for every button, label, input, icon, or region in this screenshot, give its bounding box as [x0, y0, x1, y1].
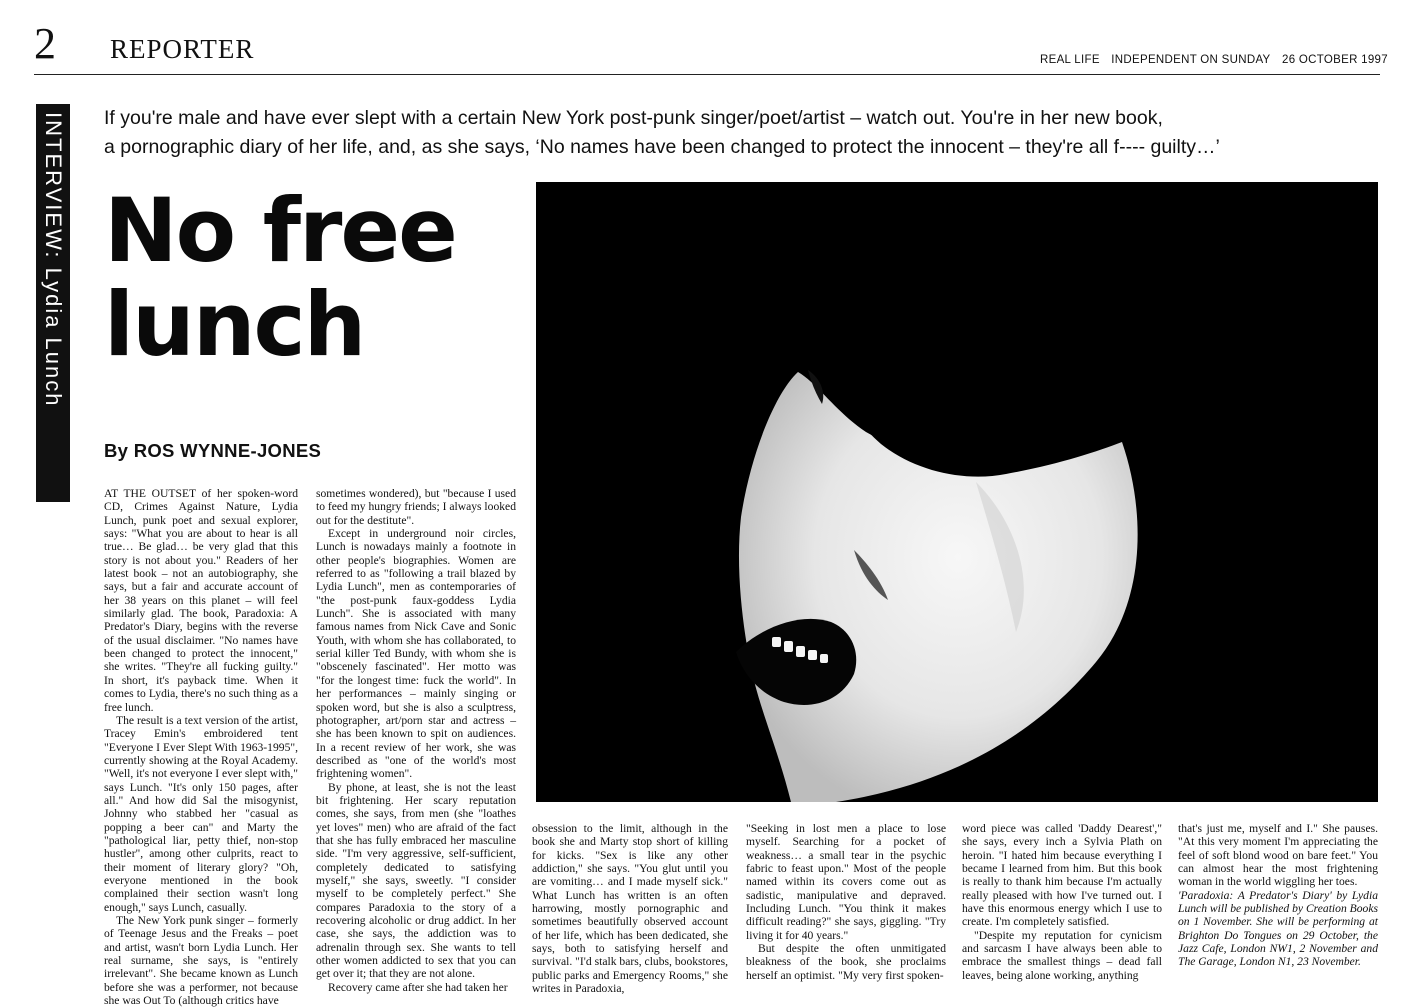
- interview-tab: [36, 104, 70, 502]
- paragraph: "Despite my reputation for cynicism and sarcasm I have always been able to embrace the smallest things – dead fall leaves, being alone working, anything: [962, 928, 1162, 982]
- paragraph: The New York punk singer – formerly of Teenage Jesus and the Freaks – poet and artist, wasn't born Lydia Lunch. Her real surname, she says, is "entirely irrelevant". She became known as Lunch before she was a performer, not because she was Out To (although critics have: [104, 914, 298, 1007]
- portrait-photo: [536, 182, 1378, 802]
- interview-tab-label: [40, 112, 66, 496]
- body-column-1: [104, 487, 298, 1007]
- paragraph: that's just me, myself and I." She pauses. "At this very moment I'm appreciating the feel of soft blond wood on bare feet." You can almost hear the most frightening woman in the world wiggling her toes.: [1178, 822, 1378, 889]
- book-credit: 'Paradoxia: A Predator's Diary' by Lydia Lunch will be published by Creation Books on 1 November. She will be performing at Brighton Do Tongues on 29 October, the Jazz Cafe, London NW1, 2 November and The Garage, London N1, 23 November.: [1178, 888, 1378, 969]
- interview-label: INTERVIEW:: [41, 112, 66, 260]
- paragraph: But despite the often unmitigated bleakness of the book, she proclaims herself an optimist. "My very first spoken-: [746, 942, 946, 982]
- paragraph: sometimes wondered), but "because I used to feed my hungry friends; I always looked out for the destitute".: [316, 487, 516, 527]
- body-column-6: [1178, 822, 1378, 984]
- standfirst-line-2: a pornographic diary of her life, and, as she says, ‘No names have been changed to protect the innocent – they're all f---- guilty…’: [104, 136, 1220, 158]
- headline-line-2: lunch: [104, 273, 365, 376]
- paragraph: obsession to the limit, although in the book she and Marty stop short of killing for kicks. "Sex is like any other addiction," she says. "You glut until you are vomiting… and I made myself sick." What Lunch has written is an often harrowing, mostly pornographic and sometimes beautifully observed account of her life, which has been dedicated, she says, both to satisfying herself and survival. "I'd stalk bars, clubs, bookstores, public parks and Emergency Rooms," she writes in Paradoxia,: [532, 822, 728, 996]
- body-column-2: [316, 487, 516, 994]
- portrait-photo-icon: [536, 182, 1378, 802]
- issue-date: 26 OCTOBER 1997: [1282, 54, 1388, 66]
- body-column-5: [962, 822, 1162, 984]
- paragraph: Except in underground noir circles, Lunch is nowadays mainly a footnote in other people's biographies. Women are referred to as "following a trail blazed by Lydia Lunch", men as contemporaries of "the post-punk faux-goddess Lydia Lunch". She is associated with many famous names from Nick Cave and Sonic Youth, with whom she has collaborated, to serial killer Ted Bundy, with whom she is "obscenely fascinated". Her motto was "for the longest time: fuck the world". In her performances – mainly singing or spoken word, but she is also a sculptress, photographer, art/porn star and actress – she has been known to spit on audiences. In a recent review of her work, she was described as "one of the world's most frightening women".: [316, 527, 516, 781]
- section-name: REPORTER: [110, 34, 255, 64]
- header-rule: [34, 74, 1380, 75]
- paragraph: Recovery came after she had taken her: [328, 980, 508, 994]
- paragraph: "Seeking in lost men a place to lose myself. Searching for a pocket of weakness… a small tear in the psychic fabric to feast upon." Most of the people named within its covers come out as sadistic, manipulative and depraved. Including Lunch. "You think it makes difficult reading?" she says, giggling. "Try living it for 40 years.": [746, 822, 946, 942]
- paragraph: The result is a text version of the artist, Tracey Emin's embroidered tent "Everyone I Ever Slept With 1963-1995", currently showing at the Royal Academy. "Well, it's not everyone I ever slept with," says Lunch. "It's only 150 pages, after all." And how did Sal the misogynist, Johnny who stabbed her "casual as popping a beer can" and Marty the "pathological liar, petty thief, non-stop hustler", among other culprits, react to their moment of literary glory? "Oh, everyone mentioned in the book complained their section wasn't long enough," says Lunch, casually.: [104, 713, 298, 914]
- page-number: 2: [34, 19, 56, 68]
- paragraph: AT THE OUTSET of her spoken-word CD, Crimes Against Nature, Lydia Lunch, punk poet and sexual explorer, says: "What you are about to hear is all true… Be glad… be very glad that this story is not about you." Readers of her latest book – not an autobiography, she says, but a fair and accurate account of her 38 years on this planet – will feel similarly glad. The book, Paradoxia: A Predator's Diary, begins with the reverse of the usual disclaimer. "No names have been changed to protect the innocent," she writes. "They're all fucking guilty." In short, it's payback time. When it comes to Lydia, there's no such thing as a free lunch.: [104, 487, 298, 714]
- standfirst-line-1: If you're male and have ever slept with a certain New York post-punk singer/poet/artist – watch out. You're in her new book,: [104, 107, 1163, 129]
- paragraph: By phone, at least, she is not the least bit frightening. Her scary reputation comes, she says, from men (she "loathes yet loves" men) who are afraid of the fact that she has fully embraced her masculine side. "I'm very aggressive, self-sufficient, completely dedicated to satisfying myself," she says, sweetly. "I consider myself to be completely perfect." She compares Paradoxia to the story of a recovering alcoholic or drug addict. In her case, she says, the addiction was to adrenalin through sex. She wants to tell other women addicted to sex that you can get over it; that they are not alone.: [316, 780, 516, 981]
- body-column-4: [746, 822, 946, 984]
- headline: [104, 179, 524, 376]
- standfirst: [104, 104, 1384, 162]
- body-column-3: [532, 822, 728, 996]
- header-dateline: [1040, 54, 1396, 66]
- strap-label: REAL LIFE: [1040, 54, 1100, 66]
- headline-line-1: No free: [104, 179, 456, 282]
- interview-subject: Lydia Lunch: [41, 267, 66, 408]
- publication-name: INDEPENDENT ON SUNDAY: [1111, 54, 1271, 66]
- byline: By ROS WYNNE-JONES: [104, 440, 322, 461]
- paragraph: word piece was called 'Daddy Dearest'," she says, every inch a Sylvia Plath on heroin. "I hated him because everything I became I learned from him. But this book is really to thank him because I'm actually really pleased with how I've turned out. I have this enormous energy which I use to create. I'm completely satisfied.: [962, 822, 1162, 929]
